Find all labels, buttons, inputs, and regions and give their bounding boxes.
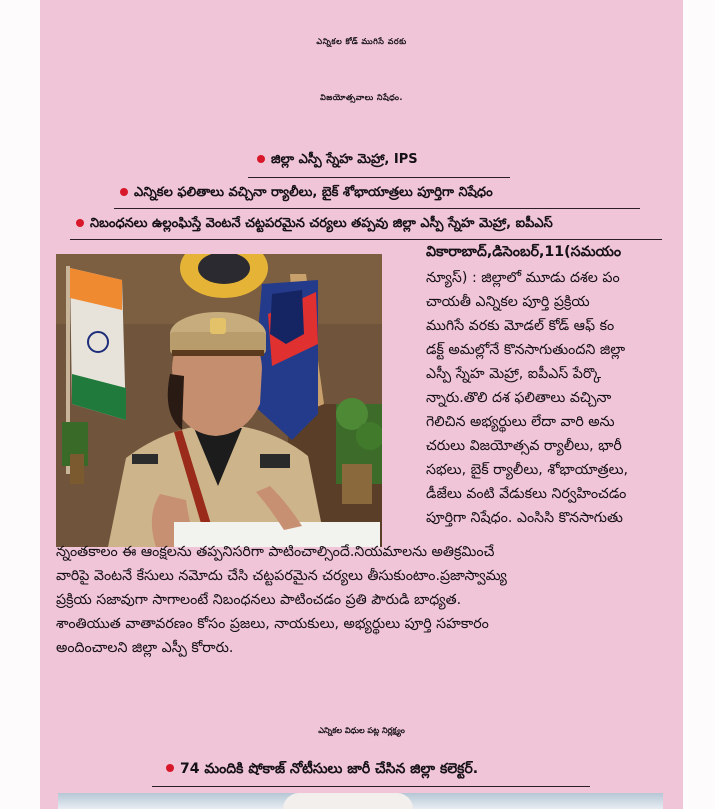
divider xyxy=(152,786,590,787)
body-line: సభలు, బైక్ ర్యాలీలు, శోభాయాత్రలు, xyxy=(426,462,629,478)
dateline: వికారాబాద్,డిసెంబర్,11(సమయం xyxy=(426,244,622,260)
bullet-dot-icon xyxy=(120,188,128,196)
divider xyxy=(248,177,510,178)
bullet-dot-icon xyxy=(166,764,174,772)
next-article-bullet xyxy=(166,760,478,778)
body-line: ప్రక్రియ సజావుగా సాగాలంటే నిబంధనలు పాటించడం ప్రతి పౌరుడి బాధ్యత. xyxy=(56,592,462,608)
body-line: చరులు విజయోత్సవ ర్యాలీలు, భారీ xyxy=(426,438,622,454)
bullet-byline xyxy=(257,151,418,169)
bullet-text: 74 మందికి షోకాజ్ నోటీసులు జారీ చేసిన జిల్లా కలెక్టర్. xyxy=(180,761,479,777)
body-line: ఎస్పీ స్నేహ మెహ్రా, ఐపీఎస్ పేర్కొ xyxy=(426,366,602,382)
body-line: పూర్తిగా నిషేధం. ఎంసిసి కొనసాగుతు xyxy=(426,510,623,526)
body-line: శాంతియుత వాతావరణం కోసం ప్రజలు, నాయకులు, అభ్యర్థులు పూర్తి సహకారం xyxy=(56,616,489,632)
bullet-legal-action xyxy=(76,215,553,233)
headline-line-2: విజయోత్సవాలు నిషేధం. xyxy=(320,93,403,102)
body-line: డక్ట్ అమల్లోనే కొనసాగుతుందని జిల్లా xyxy=(426,342,626,358)
police-officer-photo xyxy=(56,254,382,547)
bullet-dot-icon xyxy=(257,155,265,163)
bullet-text: ఎన్నికల ఫలితాలు వచ్చినా ర్యాలీలు, బైక్ శోభాయాత్రలు పూర్తిగా నిషేధం xyxy=(134,185,493,200)
divider xyxy=(114,208,640,209)
bullet-dot-icon xyxy=(76,219,84,227)
body-line: వారిపై వెంటనే కేసులు నమోదు చేసి చట్టపరమైన చర్యలు తీసుకుంటాం.ప్రజాస్వామ్య xyxy=(56,568,507,584)
next-article-photo-face xyxy=(283,793,413,809)
body-line: డీజేలు వంటి వేడుకలు నిర్వహించడం xyxy=(426,486,627,502)
body-line: అందించాలని జిల్లా ఎస్పీ కోరారు. xyxy=(56,640,234,656)
body-line: న్నంతకాలం ఈ ఆంక్షలను తప్పనిసరిగా పాటించాల్సిందే.నియమాలను అతిక్రమించే xyxy=(56,544,495,560)
bullet-rally-ban xyxy=(120,184,493,202)
bullet-text: నిబంధనలు ఉల్లంఘిస్తే వెంటనే చట్టపరమైన చర్యలు తప్పవు జిల్లా ఎస్పీ స్నేహ మెహ్రా, ఐపీఎస్ xyxy=(90,216,553,231)
body-line: గెలిచిన అభ్యర్థులు లేదా వారి అను xyxy=(426,414,615,430)
body-line: ముగిసే వరకు మోడల్ కోడ్ ఆఫ్ కం xyxy=(426,318,615,334)
newspaper-page xyxy=(40,0,683,809)
body-line: చాయతీ ఎన్నికల పూర్తి ప్రక్రియ xyxy=(426,294,590,310)
body-line: న్నారు.తొలి దశ ఫలితాలు వచ్చినా xyxy=(426,390,612,406)
bullet-text: జిల్లా ఎస్పీ స్నేహ మెహ్రా, IPS xyxy=(271,152,418,167)
next-article-headline: ఎన్నికల విధుల పట్ల నిర్లక్ష్యం xyxy=(318,726,405,735)
headline-line-1: ఎన్నికల కోడ్ ముగిసే వరకు xyxy=(316,37,407,46)
body-line: న్యూస్) : జిల్లాలో మూడు దశల పం xyxy=(426,270,620,286)
